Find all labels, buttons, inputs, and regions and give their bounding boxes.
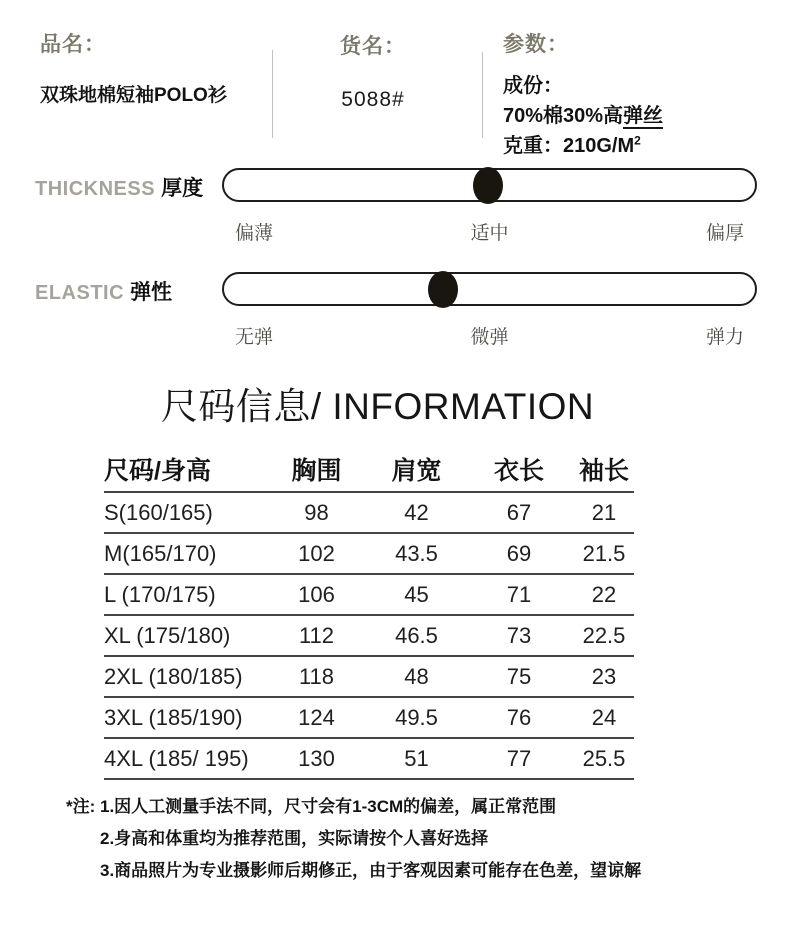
col-header-sleeve: 袖长 (574, 447, 634, 492)
composition-value-main: 70%棉30%高 (503, 105, 624, 127)
size-table (104, 447, 634, 780)
col-header-shoulder: 肩宽 (369, 447, 464, 492)
thickness-label-en: THICKNESS (35, 178, 156, 200)
cell-chest: 130 (264, 738, 369, 779)
elastic-scale (222, 322, 757, 349)
goods-no-value: 5088# (341, 88, 405, 111)
cell-size: XL (175/180) (104, 615, 264, 656)
cell-sleeve: 25.5 (574, 738, 634, 779)
cell-sleeve: 22.5 (574, 615, 634, 656)
product-name-block (40, 28, 265, 107)
cell-chest: 102 (264, 533, 369, 574)
cell-shoulder: 42 (369, 492, 464, 533)
elastic-label-zh: 弹性 (130, 281, 173, 304)
cell-shoulder: 48 (369, 656, 464, 697)
col-header-size-height: 尺码/身高 (104, 447, 264, 492)
table-row-3xl (104, 697, 634, 738)
elastic-scale-high: 弹力 (705, 327, 744, 348)
cell-sleeve: 21 (574, 492, 634, 533)
cell-shoulder: 51 (369, 738, 464, 779)
cell-sleeve: 23 (574, 656, 634, 697)
cell-sleeve: 22 (574, 574, 634, 615)
weight-label: 克重： (503, 135, 563, 157)
cell-chest: 98 (264, 492, 369, 533)
cell-sleeve: 24 (574, 697, 634, 738)
table-row-m (104, 533, 634, 574)
goods-no-label: 货名： (340, 35, 406, 58)
col-header-length: 衣长 (464, 447, 574, 492)
weight-value: 210G/M (563, 135, 635, 157)
thickness-slider-dot-icon (473, 167, 503, 204)
cell-shoulder: 45 (369, 574, 464, 615)
cell-size: M(165/170) (104, 533, 264, 574)
vertical-divider (272, 50, 273, 138)
cell-shoulder: 46.5 (369, 615, 464, 656)
thickness-label-zh: 厚度 (161, 177, 204, 200)
weight-line (503, 129, 763, 158)
elastic-label (35, 276, 172, 306)
cell-size: 3XL (185/190) (104, 697, 264, 738)
note-line-2: 2.身高和体重均为推荐范围，实际请按个人喜好选择 (100, 829, 489, 848)
product-name-label: 品名： (40, 33, 106, 56)
params-block (503, 28, 763, 158)
cell-length: 77 (464, 738, 574, 779)
cell-length: 69 (464, 533, 574, 574)
cell-chest: 118 (264, 656, 369, 697)
thickness-scale-high: 偏厚 (705, 223, 744, 244)
size-table-header-row (104, 447, 634, 492)
col-header-chest: 胸围 (264, 447, 369, 492)
product-name-value: 双珠地棉短袖POLO衫 (40, 85, 227, 106)
cell-length: 67 (464, 492, 574, 533)
elastic-slider-track (222, 272, 757, 306)
cell-shoulder: 43.5 (369, 533, 464, 574)
cell-size: 2XL (180/185) (104, 656, 264, 697)
elastic-label-en: ELASTIC (35, 282, 125, 304)
table-row-s (104, 492, 634, 533)
cell-chest: 124 (264, 697, 369, 738)
goods-no-block (292, 30, 454, 112)
elastic-scale-low: 无弹 (235, 327, 274, 348)
table-row-2xl (104, 656, 634, 697)
footnotes (66, 791, 641, 887)
elastic-scale-mid: 微弹 (470, 327, 509, 348)
cell-length: 76 (464, 697, 574, 738)
composition-value-underlined: 弹丝 (623, 105, 664, 127)
thickness-slider-track (222, 168, 757, 202)
cell-sleeve: 21.5 (574, 533, 634, 574)
params-label: 参数： (503, 33, 569, 56)
cell-length: 75 (464, 656, 574, 697)
note-line-3: 3.商品照片为专业摄影师后期修正，由于客观因素可能存在色差，望谅解 (100, 861, 642, 880)
elastic-slider-dot-icon (428, 271, 458, 308)
cell-length: 73 (464, 615, 574, 656)
thickness-scale-low: 偏薄 (235, 223, 274, 244)
thickness-scale-mid: 适中 (470, 223, 509, 244)
note-line-1: *注: 1.因人工测量手法不同，尺寸会有1-3CM的偏差，属正常范围 (66, 797, 557, 816)
table-row-4xl (104, 738, 634, 779)
size-info-title: 尺码信息/ INFORMATION (160, 386, 595, 427)
cell-shoulder: 49.5 (369, 697, 464, 738)
cell-size: S(160/165) (104, 492, 264, 533)
cell-length: 71 (464, 574, 574, 615)
cell-chest: 112 (264, 615, 369, 656)
weight-superscript: 2 (634, 133, 641, 148)
composition-label: 成份： (503, 75, 563, 97)
thickness-scale (222, 218, 757, 245)
vertical-divider (482, 52, 483, 138)
thickness-label (35, 172, 203, 202)
cell-chest: 106 (264, 574, 369, 615)
composition-value (503, 99, 763, 128)
cell-size: L (170/175) (104, 574, 264, 615)
cell-size: 4XL (185/ 195) (104, 738, 264, 779)
table-row-l (104, 574, 634, 615)
table-row-xl (104, 615, 634, 656)
